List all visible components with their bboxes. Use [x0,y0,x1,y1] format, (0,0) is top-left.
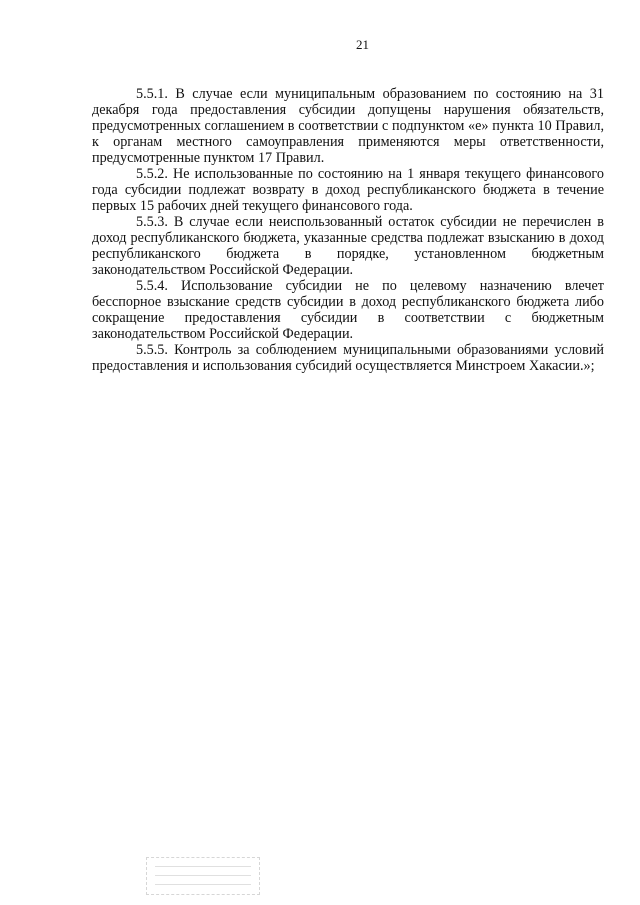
paragraph-5-5-4: 5.5.4. Использование субсидии не по целевому назначению влечет бесспорное взыскание средств субсидии в доход республиканского бюджета либо сокращение предоставления субсидии в соответствии с бюджетным законодательством Российской Федерации. [92,278,604,342]
paragraph-5-5-2: 5.5.2. Не использованные по состоянию на 1 января текущего финансового года субсидии подлежат возврату в доход республиканского бюджета в течение первых 15 рабочих дней текущего финансового года. [92,166,604,214]
document-body [92,86,604,374]
paragraph-5-5-3: 5.5.3. В случае если неиспользованный остаток субсидии не перечислен в доход республиканского бюджета, указанные средства подлежат взысканию в доход республиканского бюджета в порядке, установленном бюджетным законодательством Российской Федерации. [92,214,604,278]
page-number: 21 [356,37,369,52]
stamp-line [155,884,251,885]
document-stamp [146,857,260,895]
paragraph-5-5-1: 5.5.1. В случае если муниципальным образованием по состоянию на 31 декабря года предоставления субсидии допущены нарушения обязательств, предусмотренных соглашением в соответствии с подпунктом «е» пункта 10 Правил, к органам местного самоуправления применяются меры ответственности, предусмотренные пунктом 17 Правил. [92,86,604,166]
paragraph-5-5-5: 5.5.5. Контроль за соблюдением муниципальными образованиями условий предоставления и использования субсидий осуществляется Минстроем Хакасии.»; [92,342,604,374]
stamp-line [155,866,251,867]
stamp-line [155,875,251,876]
